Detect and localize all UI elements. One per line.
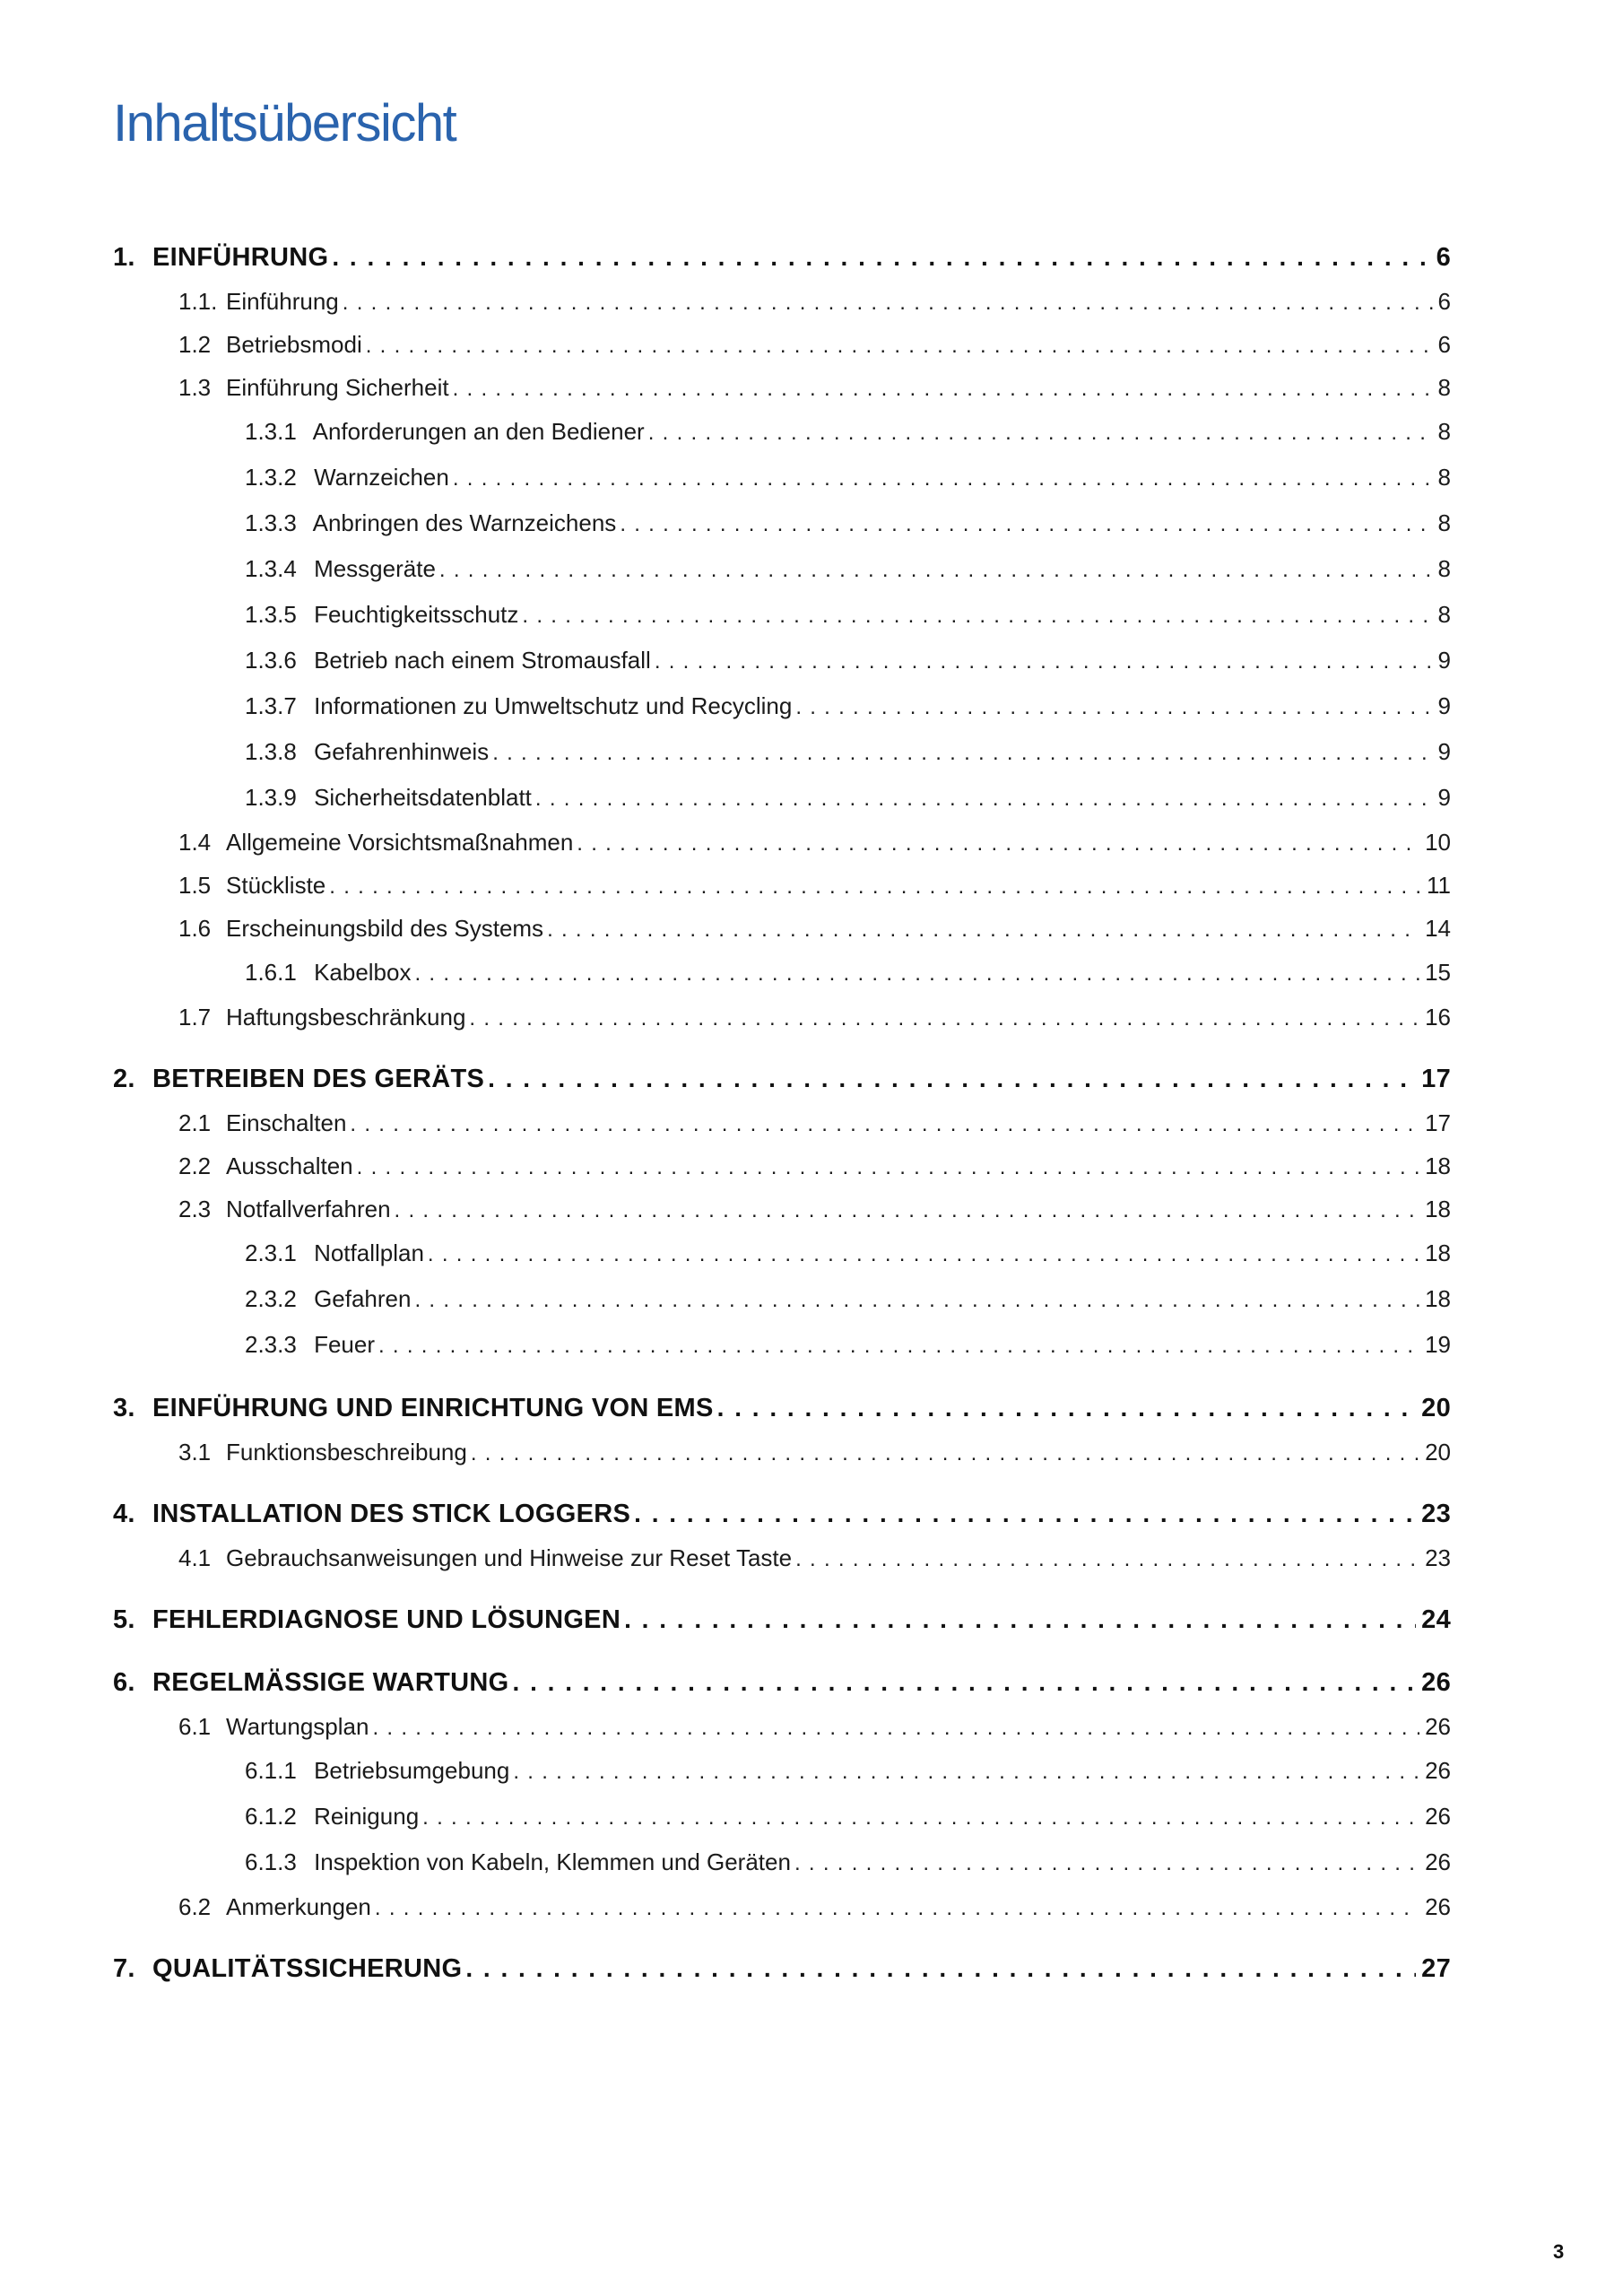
dot-leader [795, 684, 1432, 729]
toc-subsection-entry[interactable] [113, 950, 1451, 996]
toc-entry-page: 16 [1425, 1004, 1451, 1031]
toc-entry-page: 9 [1437, 692, 1451, 719]
toc-entry-page: 8 [1437, 601, 1451, 628]
toc-entry-page: 26 [1421, 1668, 1451, 1697]
toc-entry-label: Allgemeine Vorsichtsmaßnahmen [226, 829, 574, 856]
toc-entry-label: FEHLERDIAGNOSE UND LÖSUNGEN [152, 1605, 621, 1634]
dot-leader [624, 1597, 1416, 1642]
dot-leader [372, 1707, 1419, 1748]
page-number: 3 [1553, 2240, 1565, 2263]
toc-entry-title [245, 500, 620, 546]
dot-leader [634, 1492, 1416, 1536]
toc-entry-label: Ausschalten [226, 1152, 353, 1179]
toc-entry-page: 8 [1437, 418, 1451, 445]
page-title: Inhaltsübersicht [113, 94, 456, 152]
toc-section-entry[interactable] [113, 1101, 1451, 1144]
dot-leader [329, 865, 1421, 907]
dot-leader [577, 822, 1419, 864]
toc-section-entry[interactable] [113, 323, 1451, 366]
toc-entry-number: 1.3.8 [245, 738, 297, 765]
toc-entry-title [178, 996, 469, 1039]
toc-entry-number: 1.3.3 [245, 509, 297, 536]
toc-subsection-entry[interactable] [113, 1748, 1451, 1794]
toc-section-entry[interactable] [113, 821, 1451, 864]
toc-entry-title [245, 1276, 414, 1322]
dot-leader [378, 1323, 1419, 1368]
toc-entry-title [178, 1705, 372, 1748]
dot-leader [428, 1231, 1419, 1276]
toc-entry-page: 10 [1425, 829, 1451, 856]
toc-entry-number: 6.1.1 [245, 1757, 297, 1784]
dot-leader [414, 951, 1419, 996]
toc-entry-title [245, 950, 414, 996]
toc-subsection-entry[interactable] [113, 1839, 1451, 1885]
toc-entry-number: 2.3.3 [245, 1331, 297, 1358]
toc-entry-title [178, 821, 577, 864]
toc-entry-page: 8 [1437, 464, 1451, 491]
toc-entry-number: 1.3.5 [245, 601, 297, 628]
toc-entry-label: Feuchtigkeitsschutz [314, 601, 519, 628]
dot-leader [357, 1146, 1419, 1187]
toc-subsection-entry[interactable] [113, 409, 1451, 455]
toc-entry-page: 8 [1437, 555, 1451, 582]
dot-leader [620, 501, 1432, 546]
toc-entry-title [113, 1057, 488, 1101]
toc-entry-label: Wartungsplan [226, 1713, 369, 1740]
dot-leader [395, 1189, 1420, 1231]
toc-entry-title [113, 1386, 717, 1431]
dot-leader [513, 1749, 1419, 1794]
toc-entry-number: 1.7 [178, 1004, 212, 1031]
toc-entry-page: 14 [1425, 915, 1451, 942]
toc-entry-label: Feuer [314, 1331, 375, 1358]
toc-entry-number: 1.1. [178, 288, 218, 315]
toc-entry-page: 23 [1425, 1544, 1451, 1571]
toc-entry-page: 9 [1437, 647, 1451, 674]
toc-entry-page: 26 [1425, 1803, 1451, 1830]
toc-subsection-entry[interactable] [113, 775, 1451, 821]
toc-section-entry[interactable] [113, 1705, 1451, 1748]
toc-entry-page: 9 [1437, 738, 1451, 765]
toc-entry-page: 6 [1437, 331, 1451, 358]
toc-section-entry[interactable] [113, 366, 1451, 409]
toc-entry-label: Notfallplan [314, 1239, 424, 1266]
toc-entry-label: Warnzeichen [314, 464, 449, 491]
toc-entry-number: 1.3 [178, 374, 212, 401]
toc-entry-page: 27 [1421, 1954, 1451, 1983]
toc-subsection-entry[interactable] [113, 592, 1451, 638]
dot-leader [471, 1432, 1419, 1474]
toc-subsection-entry[interactable] [113, 1322, 1451, 1368]
toc-entry-page: 19 [1425, 1331, 1451, 1358]
toc-entry-label: Einschalten [226, 1109, 347, 1136]
toc-chapter-entry[interactable] [113, 1492, 1451, 1536]
toc-entry-label: Gefahrenhinweis [314, 738, 490, 765]
toc-entry-label: Reinigung [314, 1803, 420, 1830]
toc-entry-title [178, 907, 547, 950]
toc-entry-title [245, 592, 522, 638]
toc-entry-title [178, 1536, 795, 1579]
toc-entry-title [178, 1144, 357, 1187]
toc-entry-page: 18 [1425, 1239, 1451, 1266]
dot-leader [648, 410, 1433, 455]
toc-entry-page: 20 [1425, 1439, 1451, 1465]
toc-entry-title [245, 1839, 794, 1885]
toc-entry-page: 26 [1425, 1893, 1451, 1920]
toc-entry-label: Einführung [226, 288, 339, 315]
toc-entry-title [245, 455, 453, 500]
toc-entry-label: Einführung Sicherheit [226, 374, 449, 401]
toc-entry-number: 7. [113, 1954, 135, 1983]
toc-entry-title [245, 1322, 378, 1368]
toc-entry-number: 1.3.1 [245, 418, 297, 445]
toc-entry-number: 2. [113, 1065, 135, 1093]
toc-entry-label: Anbringen des Warnzeichens [312, 509, 617, 536]
dot-leader [343, 282, 1433, 323]
dot-leader [547, 909, 1419, 950]
toc-entry-page: 23 [1421, 1500, 1451, 1528]
dot-leader [488, 1057, 1416, 1101]
toc-entry-title [245, 1231, 428, 1276]
toc-entry-number: 1.4 [178, 829, 212, 856]
toc-entry-label: Betriebsumgebung [314, 1757, 510, 1784]
toc-entry-title [178, 1885, 375, 1928]
toc-entry-label: EINFÜHRUNG [152, 243, 329, 272]
toc-entry-title [245, 409, 648, 455]
toc-entry-number: 1.3.2 [245, 464, 297, 491]
toc-entry-title [245, 546, 439, 592]
toc-entry-number: 1.3.4 [245, 555, 297, 582]
toc-entry-number: 6. [113, 1668, 135, 1697]
toc-entry-title [178, 1101, 350, 1144]
toc-section-entry[interactable] [113, 864, 1451, 907]
toc-entry-page: 8 [1437, 509, 1451, 536]
toc-entry-title [113, 1946, 465, 1991]
dot-leader [414, 1277, 1419, 1322]
dot-leader [350, 1103, 1419, 1144]
toc-entry-number: 1.2 [178, 331, 212, 358]
dot-leader [439, 547, 1433, 592]
toc-entry-number: 4. [113, 1500, 135, 1528]
dot-leader [795, 1538, 1419, 1579]
toc-entry-page: 26 [1425, 1713, 1451, 1740]
toc-entry-number: 6.1.3 [245, 1848, 297, 1875]
toc-chapter-entry[interactable] [113, 1660, 1451, 1705]
toc-entry-title [178, 323, 366, 366]
dot-leader [375, 1887, 1419, 1928]
toc-subsection-entry[interactable] [113, 638, 1451, 683]
toc-entry-number: 6.1 [178, 1713, 212, 1740]
toc-entry-title [178, 366, 453, 409]
toc-entry-title [113, 235, 332, 280]
toc-entry-title [178, 280, 343, 323]
toc-entry-number: 1.6 [178, 915, 212, 942]
toc-entry-label: Messgeräte [314, 555, 436, 582]
toc-entry-number: 3.1 [178, 1439, 212, 1465]
toc-entry-label: EINFÜHRUNG UND EINRICHTUNG VON EMS [152, 1394, 714, 1422]
toc-entry-title [178, 1187, 395, 1231]
toc-entry-number: 2.3 [178, 1196, 212, 1222]
toc-section-entry[interactable] [113, 1431, 1451, 1474]
toc-entry-label: Betriebsmodi [226, 331, 362, 358]
dot-leader [366, 325, 1433, 366]
toc-entry-label: Anforderungen an den Bediener [312, 418, 645, 445]
toc-subsection-entry[interactable] [113, 683, 1451, 729]
toc-section-entry[interactable] [113, 1536, 1451, 1579]
toc-entry-page: 17 [1425, 1109, 1451, 1136]
toc-entry-page: 18 [1425, 1152, 1451, 1179]
dot-leader [655, 639, 1433, 683]
toc-entry-label: BETREIBEN DES GERÄTS [152, 1065, 485, 1093]
toc-entry-title [113, 1492, 634, 1536]
dot-leader [422, 1795, 1419, 1839]
toc-section-entry[interactable] [113, 1144, 1451, 1187]
toc-entry-label: Notfallverfahren [226, 1196, 391, 1222]
toc-entry-title [178, 1431, 471, 1474]
dot-leader [513, 1660, 1417, 1705]
toc-entry-label: Anmerkungen [226, 1893, 371, 1920]
toc-entry-number: 1.3.7 [245, 692, 297, 719]
toc-entry-page: 18 [1425, 1285, 1451, 1312]
toc-entry-page: 11 [1427, 872, 1451, 899]
toc-entry-page: 9 [1437, 784, 1451, 811]
dot-leader [453, 368, 1433, 409]
dot-leader [535, 776, 1433, 821]
toc-entry-number: 6.2 [178, 1893, 212, 1920]
toc-chapter-entry[interactable] [113, 1057, 1451, 1101]
toc-entry-title [245, 638, 655, 683]
toc-section-entry[interactable] [113, 996, 1451, 1039]
toc-entry-number: 1.3.9 [245, 784, 297, 811]
toc-subsection-entry[interactable] [113, 546, 1451, 592]
toc-entry-page: 6 [1436, 243, 1451, 272]
toc-entry-number: 1. [113, 243, 135, 272]
table-of-contents [113, 235, 1451, 1991]
toc-entry-title [245, 683, 795, 729]
toc-entry-page: 17 [1421, 1065, 1451, 1093]
toc-entry-page: 6 [1437, 288, 1451, 315]
toc-entry-number: 2.3.2 [245, 1285, 297, 1312]
toc-entry-page: 26 [1425, 1848, 1451, 1875]
toc-section-entry[interactable] [113, 1187, 1451, 1231]
toc-chapter-entry[interactable] [113, 1946, 1451, 1991]
dot-leader [453, 456, 1433, 500]
toc-entry-label: Sicherheitsdatenblatt [314, 784, 532, 811]
toc-subsection-entry[interactable] [113, 500, 1451, 546]
toc-entry-page: 18 [1425, 1196, 1451, 1222]
toc-entry-label: INSTALLATION DES STICK LOGGERS [152, 1500, 631, 1528]
toc-entry-number: 2.3.1 [245, 1239, 297, 1266]
toc-entry-title [178, 864, 329, 907]
toc-entry-number: 1.6.1 [245, 959, 297, 986]
toc-section-entry[interactable] [113, 280, 1451, 323]
toc-entry-title [245, 775, 535, 821]
toc-entry-number: 3. [113, 1394, 135, 1422]
toc-entry-label: Erscheinungsbild des Systems [226, 915, 544, 942]
toc-section-entry[interactable] [113, 1885, 1451, 1928]
toc-entry-label: QUALITÄTSSICHERUNG [152, 1954, 463, 1983]
toc-entry-label: REGELMÄSSIGE WARTUNG [152, 1668, 509, 1697]
toc-entry-number: 2.1 [178, 1109, 212, 1136]
toc-entry-label: Informationen zu Umweltschutz und Recycling [314, 692, 793, 719]
toc-entry-number: 1.3.6 [245, 647, 297, 674]
toc-entry-title [113, 1597, 624, 1642]
toc-entry-label: Kabelbox [314, 959, 412, 986]
toc-entry-title [245, 729, 492, 775]
toc-entry-page: 15 [1425, 959, 1451, 986]
toc-entry-page: 24 [1421, 1605, 1451, 1634]
toc-subsection-entry[interactable] [113, 455, 1451, 500]
toc-entry-title [113, 1660, 513, 1705]
toc-entry-title [245, 1794, 422, 1839]
dot-leader [522, 593, 1432, 638]
toc-chapter-entry[interactable] [113, 235, 1451, 280]
toc-entry-label: Inspektion von Kabeln, Klemmen und Geräten [314, 1848, 791, 1875]
dot-leader [469, 997, 1419, 1039]
toc-entry-number: 2.2 [178, 1152, 212, 1179]
toc-section-entry[interactable] [113, 907, 1451, 950]
toc-subsection-entry[interactable] [113, 1794, 1451, 1839]
toc-subsection-entry[interactable] [113, 1276, 1451, 1322]
toc-entry-label: Betrieb nach einem Stromausfall [314, 647, 651, 674]
toc-entry-label: Gefahren [314, 1285, 412, 1312]
toc-subsection-entry[interactable] [113, 729, 1451, 775]
dot-leader [794, 1840, 1419, 1885]
toc-entry-page: 26 [1425, 1757, 1451, 1784]
toc-chapter-entry[interactable] [113, 1386, 1451, 1431]
toc-entry-label: Funktionsbeschreibung [226, 1439, 467, 1465]
toc-entry-label: Gebrauchsanweisungen und Hinweise zur Reset Taste [226, 1544, 793, 1571]
toc-entry-number: 4.1 [178, 1544, 212, 1571]
toc-entry-number: 1.5 [178, 872, 212, 899]
toc-entry-title [245, 1748, 513, 1794]
toc-entry-number: 6.1.2 [245, 1803, 297, 1830]
toc-subsection-entry[interactable] [113, 1231, 1451, 1276]
toc-entry-label: Stückliste [226, 872, 326, 899]
dot-leader [717, 1386, 1416, 1431]
toc-chapter-entry[interactable] [113, 1597, 1451, 1642]
dot-leader [465, 1946, 1416, 1991]
toc-entry-label: Haftungsbeschränkung [226, 1004, 466, 1031]
toc-entry-number: 5. [113, 1605, 135, 1634]
toc-entry-page: 20 [1421, 1394, 1451, 1422]
dot-leader [332, 235, 1430, 280]
toc-entry-page: 8 [1437, 374, 1451, 401]
dot-leader [492, 730, 1432, 775]
